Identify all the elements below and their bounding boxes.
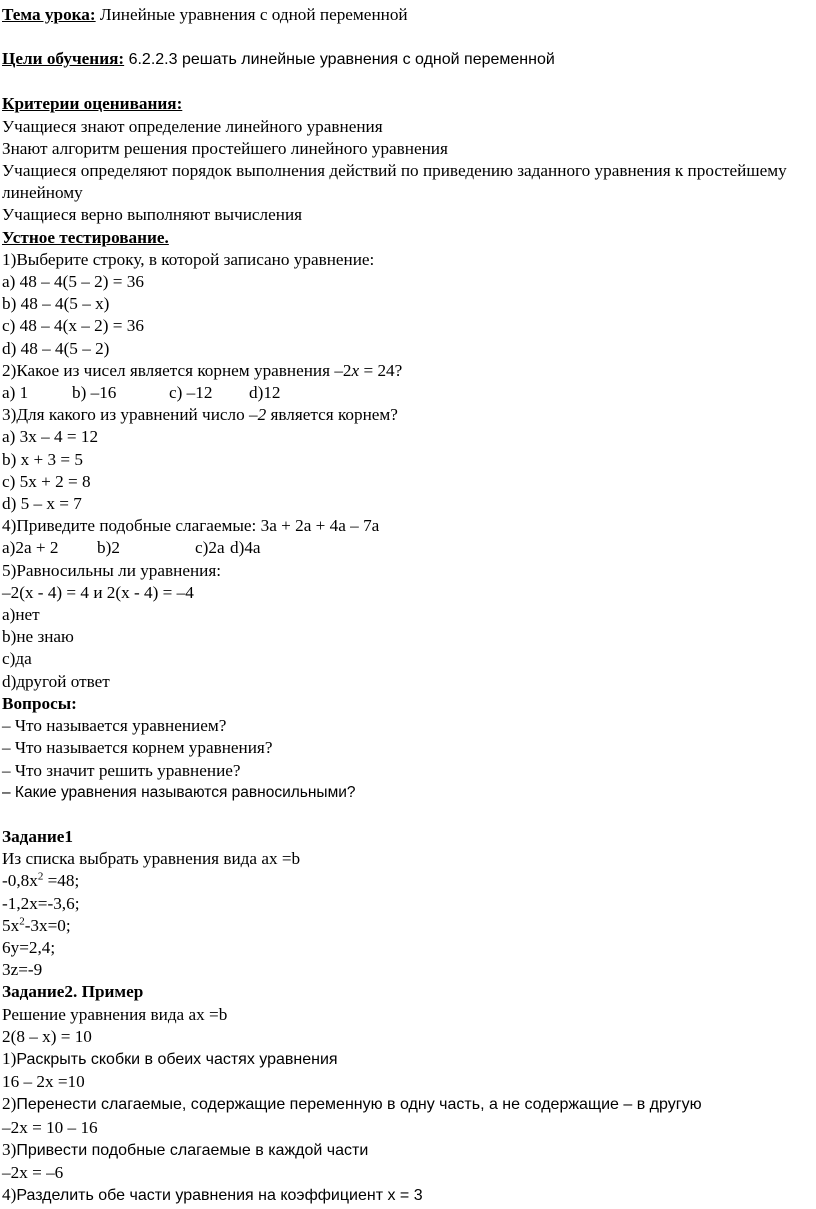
step-number: 2) [2,1094,17,1114]
question-3 [2,404,812,426]
question-2-text: 2)Какое из чисел является корнем уравнения –2 [2,360,352,380]
step-text: Привести подобные слагаемые в каждой части [16,1141,369,1159]
step-text: Разделить обе части уравнения на коэффициент x = 3 [16,1187,423,1205]
answer-options-row [2,537,812,559]
question-3-text: 3)Для какого из уравнений число [2,405,249,425]
task-1-intro: Из списка выбрать уравнения вида ax =b [2,849,301,869]
question-item: – Какие уравнения называются равносильными? [2,783,356,801]
answer-option: a) 48 – 4(5 – 2) = 36 [2,272,144,292]
answer-option: c) 5x + 2 = 8 [2,471,91,491]
task-1-equation: -1,2x=-3,6; [2,893,80,913]
answer-option: c)2a [195,538,225,558]
questions-title: Вопросы: [2,693,77,713]
oral-test-title: Устное тестирование. [2,227,169,247]
answer-option: b) x + 3 = 5 [2,449,83,469]
task-2-title-rest: . Пример [72,982,144,1002]
equation-part: -0,8x [2,871,38,891]
question-item: – Что называется уравнением? [2,716,227,736]
answer-option: c)да [2,649,32,669]
learning-goals-line [2,48,812,71]
criteria-item: Знают алгоритм решения простейшего линейного уравнения [2,138,448,158]
task-2-equation: 2(8 – x) = 10 [2,1026,92,1046]
question-5: 5)Равносильны ли уравнения: [2,560,222,580]
answer-option: c) 48 – 4(x – 2) = 36 [2,316,144,336]
step-result: –2x = –6 [2,1162,64,1182]
criteria-item: Учащиеся верно выполняют вычисления [2,205,303,225]
solution-step [2,1048,812,1071]
answer-option: a) 3x – 4 = 12 [2,427,99,447]
step-result: 16 – 2x =10 [2,1072,85,1092]
answer-option: d)другой ответ [2,671,110,691]
solution-step [2,1093,812,1116]
task-1-title: Задание1 [2,826,73,846]
lesson-topic-line [2,4,812,26]
equation-part: =48; [43,871,80,891]
criteria-title: Критерии оценивания: [2,94,183,114]
answer-option: d)4a [230,538,261,558]
equation-part: 5x [2,915,20,935]
document-page [2,4,812,1207]
answer-option: a)2a + 2 [2,538,59,558]
step-text: Перенести слагаемые, содержащие переменную в одну часть, а не содержащие – в другую [16,1096,702,1114]
question-2-tail: = 24? [359,360,403,380]
answer-option: d) 5 – x = 7 [2,494,82,514]
task-1-equation: 6y=2,4; [2,937,56,957]
step-number: 4) [2,1185,17,1205]
answer-option: d)12 [249,383,281,403]
answer-option: a)нет [2,605,40,625]
goals-label: Цели обучения: [2,49,125,69]
task-1-equation: 3z=-9 [2,960,43,980]
question-2 [2,360,812,382]
question-2-variable: x [351,360,360,380]
criteria-item: Учащиеся определяют порядок выполнения действий по приведению заданного уравнения к простейшему линейному [2,161,787,203]
question-3-tail: является корнем? [266,405,398,425]
task-1-equation [2,870,812,892]
question-5-equations: –2(x - 4) = 4 и 2(x - 4) = –4 [2,582,194,602]
equation-part: -3x=0; [24,915,71,935]
answer-option: c) –12 [169,383,213,403]
answer-option: b)2 [97,538,120,558]
answer-option: b) 48 – 4(5 – x) [2,294,110,314]
answer-options-row [2,382,812,404]
task-1-equation [2,915,812,937]
question-item: – Что называется корнем уравнения? [2,738,273,758]
exponent: 2 [19,914,25,927]
answer-option: a) 1 [2,383,29,403]
answer-option: b) –16 [72,383,117,403]
solution-step [2,1184,812,1207]
question-item: – Что значит решить уравнение? [2,760,241,780]
answer-option: b)не знаю [2,627,74,647]
step-text: Раскрыть скобки в обеих частях уравнения [16,1050,338,1068]
solution-step [2,1139,812,1162]
question-1: 1)Выберите строку, в которой записано уравнение: [2,249,375,269]
step-number: 1) [2,1048,17,1068]
task-2-title [2,981,812,1003]
topic-label: Тема урока: [2,5,96,24]
task-2-intro: Решение уравнения вида ax =b [2,1004,228,1024]
question-4: 4)Приведите подобные слагаемые: 3a + 2a + 4a – 7a [2,516,380,536]
question-3-number: –2 [249,405,267,425]
exponent: 2 [37,870,44,883]
answer-option: d) 48 – 4(5 – 2) [2,338,110,358]
task-2-title-num: Задание2 [2,982,73,1002]
step-result: –2x = 10 – 16 [2,1117,98,1137]
step-number: 3) [2,1139,17,1159]
topic-text: Линейные уравнения с одной переменной [95,5,408,24]
goals-text: 6.2.2.3 решать линейные уравнения с одной переменной [124,51,555,69]
criteria-item: Учащиеся знают определение линейного уравнения [2,116,383,136]
